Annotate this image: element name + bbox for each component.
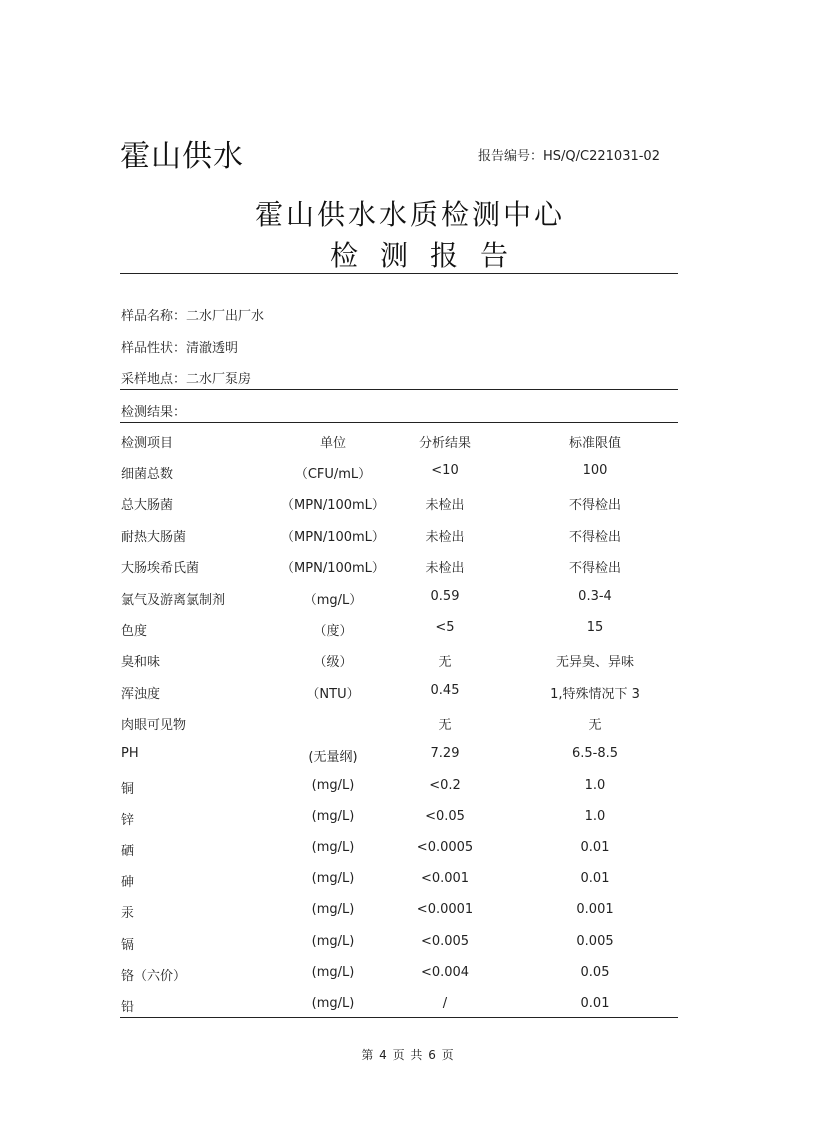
row-unit: （MPN/100mL）: [281, 561, 385, 576]
row-limit: 1,特殊情况下 3: [550, 687, 640, 702]
row-limit: 不得检出: [568, 530, 621, 545]
row-unit: (mg/L): [311, 778, 355, 793]
row-result: <0.05: [425, 809, 465, 824]
row-result: 未检出: [425, 530, 465, 545]
row-item: 铅: [121, 1000, 135, 1015]
table-header-row: [0, 432, 816, 452]
row-limit: 不得检出: [568, 561, 621, 576]
table-row: [0, 494, 816, 514]
row-limit: 15: [586, 620, 604, 635]
row-limit: 100: [582, 463, 608, 478]
row-result: <0.005: [420, 934, 470, 949]
row-item: 铬（六价）: [121, 969, 187, 984]
table-row: [0, 934, 816, 954]
row-unit: （度）: [313, 624, 353, 639]
row-unit: (无量纲): [308, 750, 358, 765]
row-item: 镉: [121, 938, 135, 953]
row-limit: 6.5-8.5: [571, 746, 619, 761]
column-header-item: 检测项目: [121, 436, 174, 451]
row-result: <0.0005: [416, 840, 474, 855]
table-row: [0, 902, 816, 922]
row-limit: 0.05: [580, 965, 610, 980]
row-result: 无: [438, 655, 452, 670]
row-result: <0.2: [429, 778, 461, 793]
table-row: [0, 620, 816, 640]
table-row: [0, 683, 816, 703]
report-main-title: 霍山供水水质检测中心: [254, 198, 565, 231]
row-limit: 0.3-4: [578, 589, 612, 604]
table-row: [0, 809, 816, 829]
row-result: <0.0001: [416, 902, 474, 917]
row-limit: 不得检出: [568, 498, 621, 513]
table-bottom-divider: [120, 1017, 678, 1018]
row-unit: (mg/L): [311, 934, 355, 949]
row-result: 未检出: [425, 561, 465, 576]
row-unit: （mg/L）: [303, 593, 363, 608]
sample-location-value: 二水厂泵房: [186, 372, 252, 387]
row-result: /: [442, 996, 448, 1011]
row-item: 色度: [121, 624, 148, 639]
row-item: 铜: [121, 782, 135, 797]
report-number: [478, 145, 660, 164]
sample-property-value: 清澈透明: [186, 341, 239, 356]
table-row: [0, 746, 816, 766]
row-item: 大肠埃希氏菌: [121, 561, 200, 576]
row-item: 砷: [121, 875, 135, 890]
table-row: [0, 965, 816, 985]
row-result: 无: [438, 718, 452, 733]
table-row: [0, 840, 816, 860]
sample-location-line: [121, 368, 251, 387]
row-limit: 0.005: [576, 934, 614, 949]
report-number-label: 报告编号：: [478, 149, 544, 164]
sample-name-label: 样品名称：: [121, 309, 187, 324]
row-result: 0.45: [430, 683, 460, 698]
row-result: 未检出: [425, 498, 465, 513]
table-row: [0, 589, 816, 609]
row-limit: 0.01: [580, 840, 610, 855]
report-number-value: HS/Q/C221031-02: [543, 149, 660, 164]
row-unit: （NTU）: [306, 687, 360, 702]
row-unit: (mg/L): [311, 996, 355, 1011]
row-result: 0.59: [430, 589, 460, 604]
row-item: 耐热大肠菌: [121, 530, 187, 545]
results-divider: [120, 422, 678, 423]
results-header: 检测结果：: [121, 405, 187, 420]
row-limit: 0.01: [580, 996, 610, 1011]
row-result: <0.004: [420, 965, 470, 980]
page-number: 第 4 页 共 6 页: [361, 1048, 455, 1062]
row-item: 细菌总数: [121, 467, 174, 482]
report-sub-title: 检测报告: [329, 239, 530, 272]
row-limit: 1.0: [584, 809, 606, 824]
row-limit: 1.0: [584, 778, 606, 793]
row-limit: 0.01: [580, 871, 610, 886]
row-limit: 无: [588, 718, 602, 733]
sample-name-value: 二水厂出厂水: [186, 309, 265, 324]
row-unit: (mg/L): [311, 809, 355, 824]
row-item: 总大肠菌: [121, 498, 174, 513]
row-result: <10: [431, 463, 459, 478]
row-result: 7.29: [430, 746, 460, 761]
table-row: [0, 714, 816, 734]
row-result: <5: [435, 620, 455, 635]
row-item: 浑浊度: [121, 687, 161, 702]
column-header-limit: 标准限值: [568, 436, 621, 451]
row-item: 肉眼可见物: [121, 718, 187, 733]
row-unit: (mg/L): [311, 902, 355, 917]
row-item: PH: [121, 746, 139, 761]
table-row: [0, 778, 816, 798]
row-unit: （MPN/100mL）: [281, 530, 385, 545]
sample-property-label: 样品性状：: [121, 341, 187, 356]
row-item: 锌: [121, 813, 135, 828]
table-row: [0, 463, 816, 483]
row-item: 氯气及游离氯制剂: [121, 593, 226, 608]
table-row: [0, 651, 816, 671]
brand-name: 霍山供水: [120, 139, 244, 174]
row-item: 臭和味: [121, 655, 161, 670]
sample-name-line: [121, 305, 264, 324]
table-row: [0, 996, 816, 1016]
sample-property-line: [121, 337, 238, 356]
info-divider: [120, 389, 678, 390]
row-unit: (mg/L): [311, 840, 355, 855]
table-row: [0, 526, 816, 546]
table-row: [0, 557, 816, 577]
row-unit: (mg/L): [311, 965, 355, 980]
row-unit: （CFU/mL）: [294, 467, 372, 482]
column-header-result: 分析结果: [418, 436, 471, 451]
column-header-unit: 单位: [319, 436, 346, 451]
row-unit: (mg/L): [311, 871, 355, 886]
sample-location-label: 采样地点：: [121, 372, 187, 387]
row-item: 硒: [121, 844, 135, 859]
row-unit: （MPN/100mL）: [281, 498, 385, 513]
row-limit: 无异臭、异味: [555, 655, 634, 670]
row-limit: 0.001: [576, 902, 614, 917]
row-result: <0.001: [420, 871, 470, 886]
title-divider: [120, 273, 678, 274]
table-row: [0, 871, 816, 891]
row-item: 汞: [121, 906, 135, 921]
row-unit: （级）: [313, 655, 353, 670]
